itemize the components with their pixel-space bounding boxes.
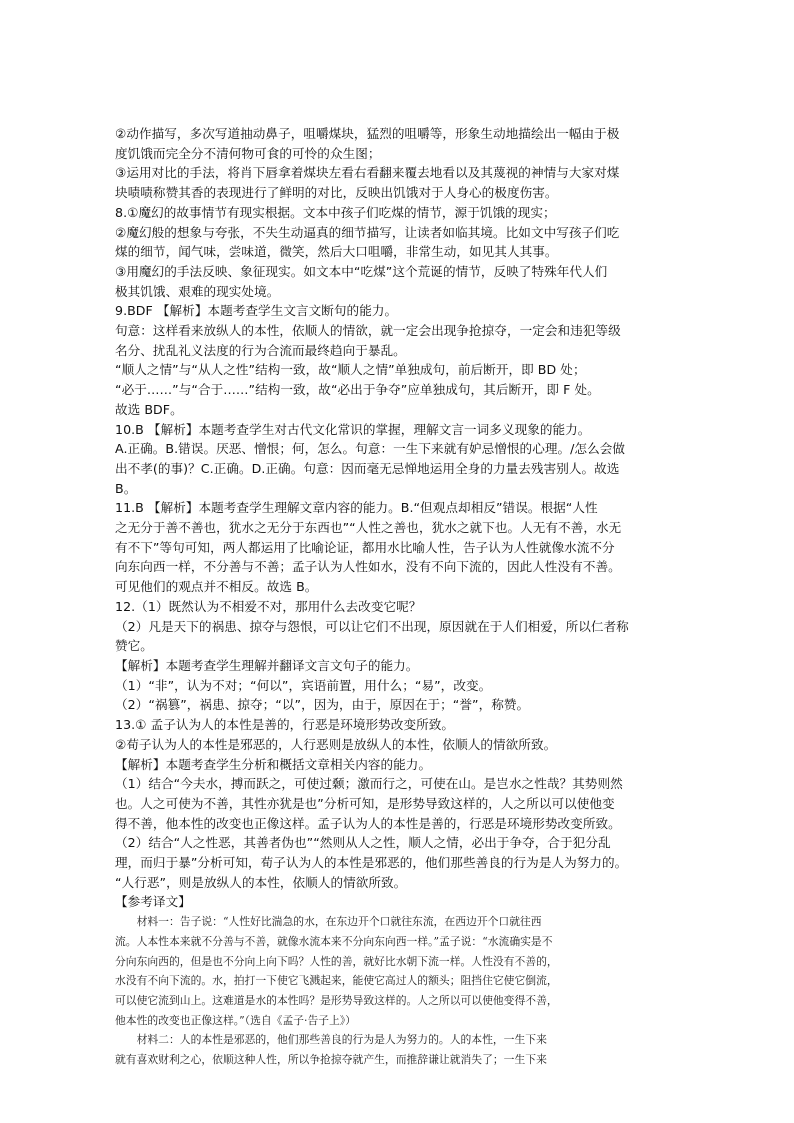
text-line: 12.（1）既然认为不相爱不对，那用什么去改变它呢？ bbox=[115, 598, 422, 614]
answer-text-body bbox=[115, 124, 700, 1070]
text-line: 【解析】本题考查学生分析和概括文章相关内容的能力。 bbox=[115, 756, 432, 772]
text-line: ②魔幻般的想象与夸张，不失生动逼真的细节描写，让读者如临其境。比如文中写孩子们吃 bbox=[115, 224, 620, 240]
reference-translation bbox=[115, 912, 700, 1070]
text-line: （2）结合“人之性恶，其善者伪也”“然则从人之性，顺人之情，必出于争夺，合于犯分乱 bbox=[115, 835, 611, 851]
text-line: “人行恶”，则是放纵人的本性，依顺人的情欲所致。 bbox=[115, 874, 407, 890]
translation-line: 他本性的改变也正像这样。”（选自《孟子·告子上》） bbox=[115, 1013, 357, 1027]
translation-line: 可以使它流到山上。这难道是水的本性吗？是形势导致这样的。人之所以可以使他变得不善， bbox=[115, 993, 558, 1007]
text-line: （1）结合“今夫水，搏而跃之，可使过颡；激而行之，可使在山。是岂水之性哉？其势则然 bbox=[115, 776, 623, 792]
text-line: “必于……”与“合于……”结构一致，故“必出于争夺”应单独成句，其后断开，即 F 处。 bbox=[115, 382, 600, 398]
translation-line: 流。人本性本来就不分善与不善，就像水流本来不分向东向西一样。”孟子说：“水流确实是不 bbox=[115, 934, 553, 948]
text-line: 煤的细节，闻气味，尝味道，微笑，然后大口咀嚼，非常生动，如见其人其事。 bbox=[115, 244, 558, 260]
text-line: 10.B 【解析】本题考查学生对古代文化常识的掌握，理解文言一词多义现象的能力。 bbox=[115, 421, 591, 437]
text-line: （2）“祸篡”，祸患、掠夺；“以”，因为，由于，原因在于；“誉”，称赞。 bbox=[115, 697, 530, 713]
translation-line: 材料一：告子说：“人性好比湍急的水，在东边开个口就往东流，在西边开个口就往西 bbox=[115, 915, 542, 929]
text-line: 11.B 【解析】本题考查学生理解文章内容的能力。B.“但观点却相反”错误。根据“人性 bbox=[115, 500, 598, 516]
text-line: 理，而归于暴”分析可知，荀子认为人的本性是邪恶的，他们那些善良的行为是人为努力的。 bbox=[115, 855, 628, 871]
text-line: ②动作描写，多次写道抽动鼻子，咀嚼煤块，猛烈的咀嚼等，形象生动地描绘出一幅由于极 bbox=[115, 126, 620, 141]
text-line: 有不下”等句可知，两人都运用了比喻论证，都用水比喻人性，告子认为人性就像水流不分 bbox=[115, 539, 615, 555]
text-line: ③用魔幻的手法反映、象征现实。如文本中“吃煤”这个荒诞的情节，反映了特殊年代人们 bbox=[115, 263, 608, 279]
text-line: 得不善，他本性的改变也正像这样。孟子认为人的本性是善的，行恶是环境形势改变所致。 bbox=[115, 815, 621, 831]
text-line: （2）凡是天下的祸患、掠夺与怨恨，可以让它们不出现，原因就在于人们相爱，所以仁者称 bbox=[115, 618, 629, 634]
text-line: （1）“非”，认为不对；“何以”，宾语前置，用什么；“易”，改变。 bbox=[115, 677, 492, 693]
text-line: 句意：这样看来放纵人的本性，依顺人的情欲，就一定会出现争抢掠夺，一定会和违犯等级 bbox=[115, 323, 621, 339]
text-line: A.正确。B.错误。厌恶、憎恨；何，怎么。句意：一生下来就有妒忌憎恨的心理。/怎么会做 bbox=[115, 441, 625, 457]
text-line: ③运用对比的手法，将肖下唇拿着煤块左看右看翻来覆去地看以及其蔑视的神情与大家对煤 bbox=[115, 165, 620, 181]
text-line: ②荀子认为人的本性是邪恶的，人行恶则是放纵人的本性，依顺人的情欲所致。 bbox=[115, 736, 557, 752]
translation-line: 材料二：人的本性是邪恶的，他们那些善良的行为是人为努力的。人的本性，一生下来 bbox=[115, 1033, 547, 1047]
text-line: 9.BDF 【解析】本题考查学生文言文断句的能力。 bbox=[115, 303, 398, 319]
translation-line: 水没有不向下流的。水，拍打一下使它飞溅起来，能使它高过人的额头；阻挡住它使它倒流， bbox=[115, 974, 558, 988]
text-line: 赞它。 bbox=[115, 638, 153, 654]
translation-line: 分向东向西的，但是也不分向上向下吗？人性的善，就好比水朝下流一样。人性没有不善的， bbox=[115, 954, 558, 968]
text-line: 块啧啧称赞其香的表现进行了鲜明的对比，反映出饥饿对于人身心的极度伤害。 bbox=[115, 185, 558, 201]
text-line: 也。人之可使为不善，其性亦犹是也”分析可知，是形势导致这样的，人之所以可以使他变 bbox=[115, 795, 615, 811]
text-line: B。 bbox=[115, 480, 137, 496]
text-line: 名分、扰乱礼义法度的行为合流而最终趋向于暴乱。 bbox=[115, 342, 406, 358]
text-line: 度饥饿而完全分不清何物可食的可怜的众生图； bbox=[115, 145, 381, 161]
text-line: 向东向西一样，不分善与不善；孟子认为人性如水，没有不向下流的，因此人性没有不善。 bbox=[115, 559, 621, 575]
text-line: 之无分于善不善也，犹水之无分于东西也”“人性之善也，犹水之就下也。人无有不善，水无 bbox=[115, 520, 622, 536]
answer-lines bbox=[115, 124, 700, 912]
text-line: 【解析】本题考查学生理解并翻译文言文句子的能力。 bbox=[115, 657, 419, 673]
text-line: 13.① 孟子认为人的本性是善的，行恶是环境形势改变所致。 bbox=[115, 717, 455, 733]
text-line: 可见他们的观点并不相反。故选 B。 bbox=[115, 579, 318, 595]
text-line: “顺人之情”与“从人之性”结构一致，故“顺人之情”单独成句，前后断开，即 BD 处； bbox=[115, 362, 586, 378]
text-line: 极其饥饿、艰难的现实处境。 bbox=[115, 283, 280, 299]
text-line: 出不孝(的事)？C.正确。D.正确。句意：因而毫无忌惮地运用全身的力量去残害别人。故选 bbox=[115, 460, 620, 476]
translation-line: 就有喜欢财利之心，依顺这种人性，所以争抢掠夺就产生，而推辞谦让就消失了；一生下来 bbox=[115, 1053, 547, 1067]
text-line: 8.①魔幻的故事情节有现实根据。文本中孩子们吃煤的情节，源于饥饿的现实； bbox=[115, 204, 556, 220]
text-line: 故选 BDF。 bbox=[115, 401, 183, 417]
text-line: 【参考译文】 bbox=[115, 894, 191, 910]
